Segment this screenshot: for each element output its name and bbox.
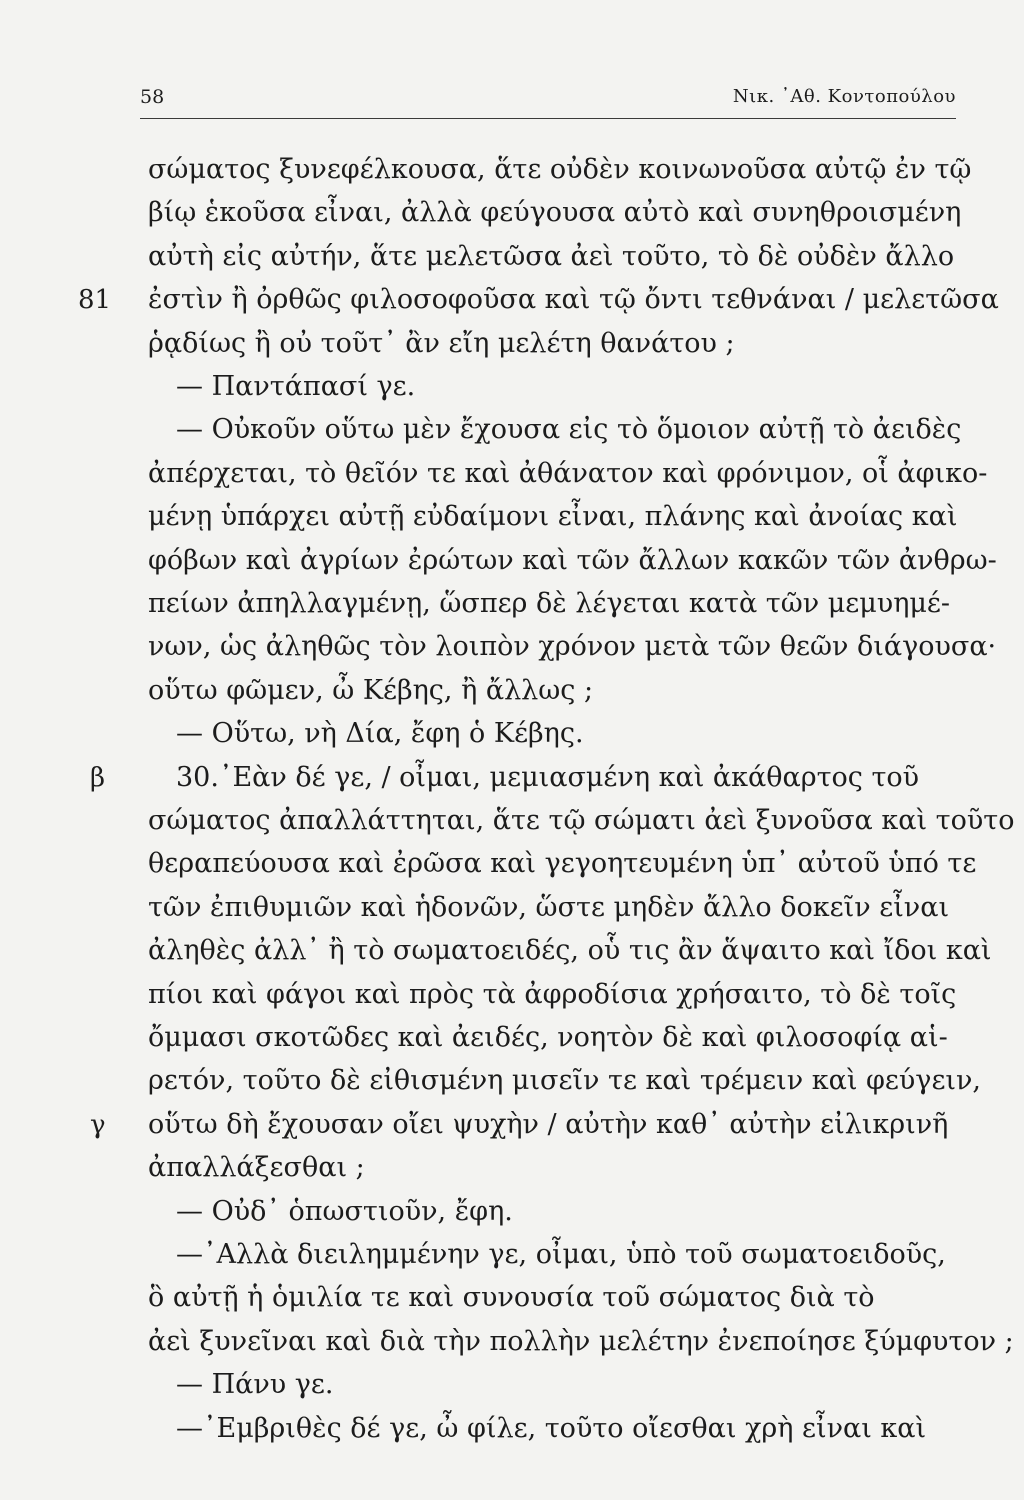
text-line: ὃ αὐτῇ ἡ ὁμιλία τε καὶ συνουσία τοῦ σώματος διὰ τὸ: [148, 1282, 875, 1314]
text-line: βίῳ ἑκοῦσα εἶναι, ἀλλὰ φεύγουσα αὐτὸ καὶ συνηθροισμένη: [148, 197, 962, 229]
text-line: πείων ἀπηλλαγμένῃ, ὥσπερ δὲ λέγεται κατὰ τῶν μεμυημέ-: [148, 588, 951, 619]
margin-mark: 81: [78, 285, 112, 316]
text-line: σώματος ξυνεφέλκουσα, ἅτε οὐδὲν κοινωνοῦσα αὐτῷ ἐν τῷ: [148, 154, 972, 185]
text-line: — Οὐκοῦν οὕτω μὲν ἔχουσα εἰς τὸ ὅμοιον αὐτῇ τὸ ἀειδὲς: [176, 414, 962, 446]
text-line: αὐτὴ εἰς αὐτήν, ἅτε μελετῶσα ἀεὶ τοῦτο, τὸ δὲ οὐδὲν ἄλλο: [148, 240, 955, 272]
text-line: — Οὐδ᾽ ὁπωστιοῦν, ἔφη.: [176, 1195, 513, 1227]
text-line: ἀληθὲς ἀλλ᾽ ἢ τὸ σωματοειδές, οὗ τις ἂν ἅψαιτο καὶ ἴδοι καὶ: [148, 935, 992, 967]
text-line: τῶν ἐπιθυμιῶν καὶ ἡδονῶν, ὥστε μηδὲν ἄλλο δοκεῖν εἶναι: [148, 891, 950, 923]
page-header: [140, 82, 956, 112]
text-line: πίοι καὶ φάγοι καὶ πρὸς τὰ ἀφροδίσια χρήσαιτο, τὸ δὲ τοῖς: [148, 978, 957, 1010]
text-line: φόβων καὶ ἀγρίων ἐρώτων καὶ τῶν ἄλλων κακῶν τῶν ἀνθρω-: [148, 544, 997, 576]
text-line: οὕτω δὴ ἔχουσαν οἴει ψυχὴν / αὐτὴν καθ᾽ αὐτὴν εἰλικρινῆ: [148, 1108, 949, 1140]
margin-mark: γ: [90, 1109, 106, 1140]
text-line: σώματος ἀπαλλάττηται, ἅτε τῷ σώματι ἀεὶ ξυνοῦσα καὶ τοῦτο: [148, 805, 1015, 836]
text-line: ὄμμασι σκοτῶδες καὶ ἀειδές, νοητὸν δὲ καὶ φιλοσοφίᾳ αἱ-: [148, 1022, 948, 1053]
text-line: ἀεὶ ξυνεῖναι καὶ διὰ τὴν πολλὴν μελέτην ἐνεποίησε ξύμφυτον ;: [148, 1325, 1014, 1357]
text-line: — Πάνυ γε.: [176, 1369, 334, 1401]
text-line: 30.᾿Εὰν δέ γε, / οἶμαι, μεμιασμένη καὶ ἀκάθαρτος τοῦ: [176, 761, 920, 793]
text-line: — Οὕτω, νὴ Δία, ἔφη ὁ Κέβης.: [176, 718, 584, 750]
text-line: ρετόν, τοῦτο δὲ εἰθισμένη μισεῖν τε καὶ τρέμειν καὶ φεύγειν,: [148, 1065, 982, 1097]
text-line: ἀπέρχεται, τὸ θεῖόν τε καὶ ἀθάνατον καὶ φρόνιμον, οἷ ἀφικο-: [148, 457, 988, 489]
text-line: νων, ὡς ἀληθῶς τὸν λοιπὸν χρόνον μετὰ τῶν θεῶν διάγουσα·: [148, 631, 997, 663]
text-line: ἀπαλλάξεσθαι ;: [148, 1152, 365, 1184]
text-line: ἐστὶν ἢ ὀρθῶς φιλοσοφοῦσα καὶ τῷ ὄντι τεθνάναι / μελετῶσα: [148, 284, 999, 316]
text-line: οὕτω φῶμεν, ὦ Κέβης, ἢ ἄλλως ;: [148, 674, 594, 706]
text-line: θεραπεύουσα καὶ ἐρῶσα καὶ γεγοητευμένη ὑπ᾽ αὐτοῦ ὑπό τε: [148, 848, 977, 880]
text-line: —᾿Αλλὰ διειλημμένην γε, οἶμαι, ὑπὸ τοῦ σωματοειδοῦς,: [176, 1239, 946, 1270]
text-line: μένῃ ὑπάρχει αὐτῇ εὐδαίμονι εἶναι, πλάνης καὶ ἀνοίας καὶ: [148, 501, 958, 533]
page-number: 58: [140, 86, 165, 108]
margin-mark: β: [90, 762, 106, 793]
text-line: —᾿Εμβριθὲς δέ γε, ὦ φίλε, τοῦτο οἴεσθαι χρὴ εἶναι καὶ: [176, 1412, 927, 1444]
header-rule: [140, 118, 956, 119]
text-line: ῥᾳδίως ἢ οὐ τοῦτ᾽ ἂν εἴη μελέτη θανάτου ;: [148, 327, 735, 359]
text-line: — Παντάπασί γε.: [176, 371, 416, 402]
running-head: Νικ. ᾿Αθ. Κοντοπούλου: [732, 86, 956, 107]
